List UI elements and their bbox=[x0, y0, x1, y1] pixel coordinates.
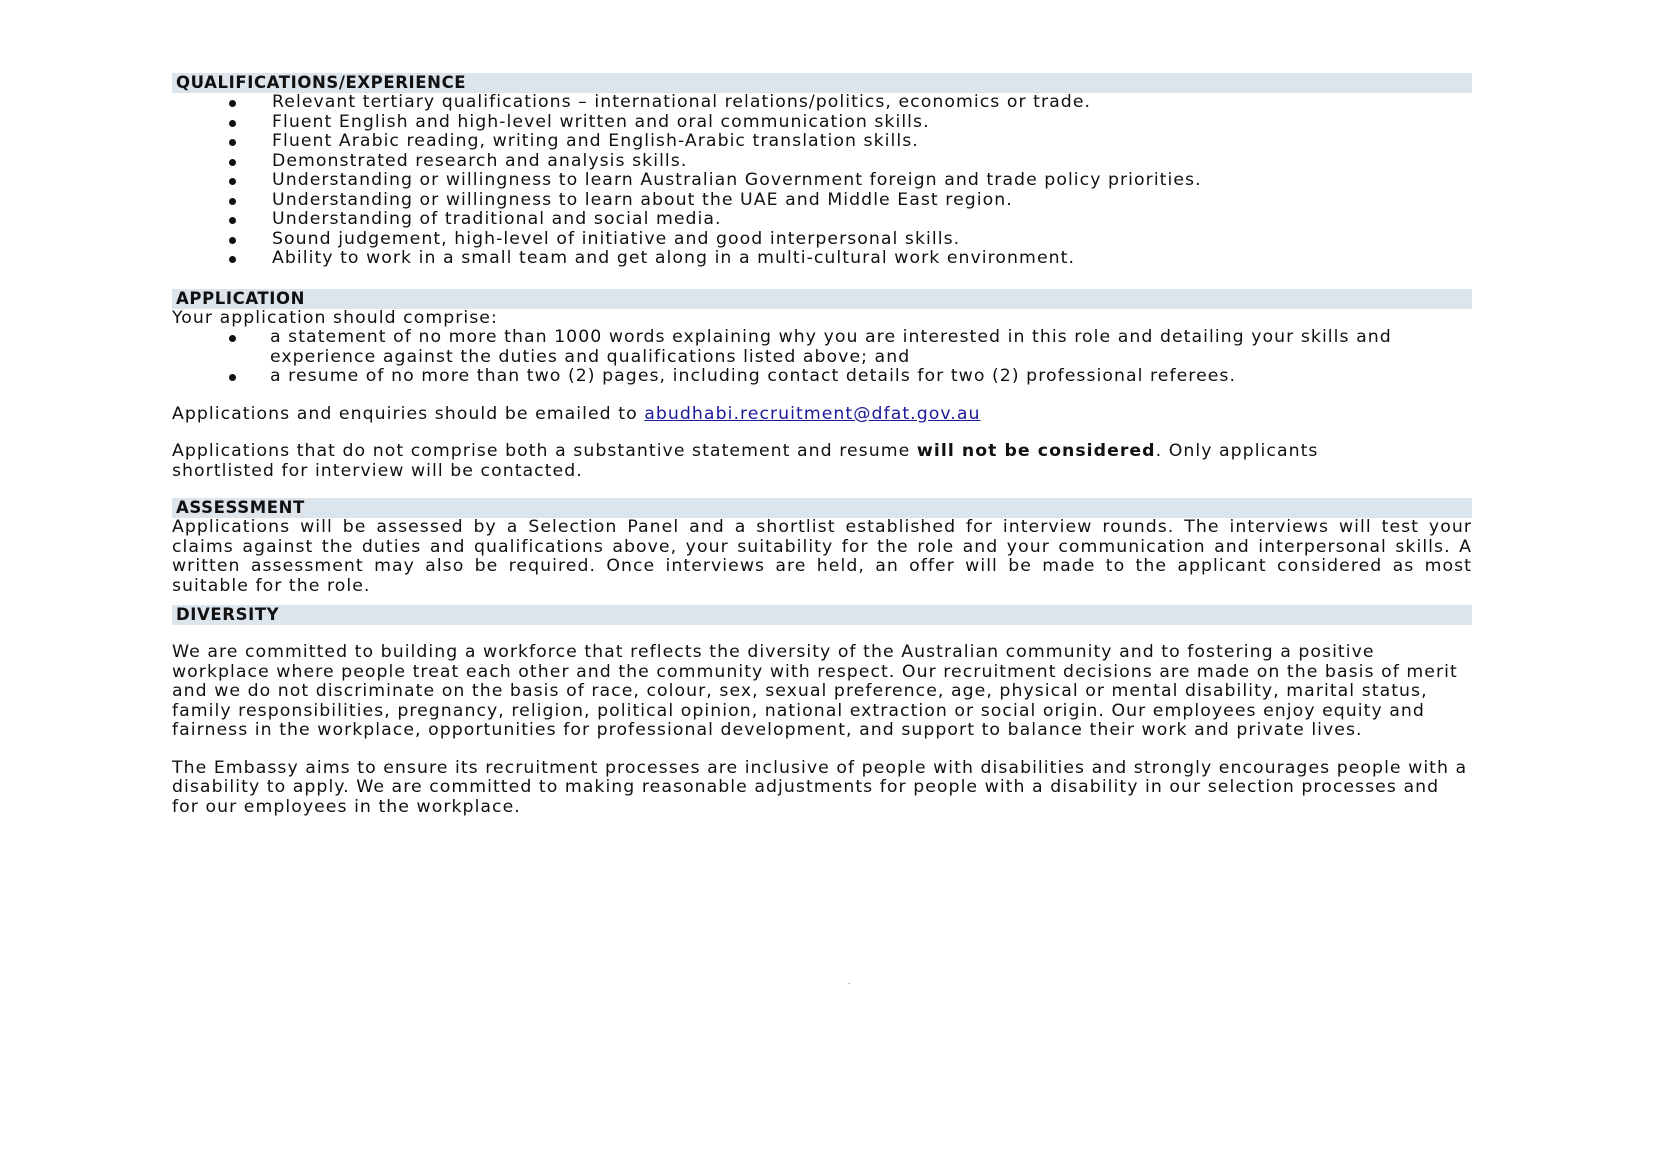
list-item: Fluent English and high-level written and oral communication skills. bbox=[172, 113, 1472, 133]
application-list bbox=[172, 328, 1472, 387]
email-link[interactable]: abudhabi.recruitment@dfat.gov.au bbox=[644, 403, 981, 424]
list-item: a statement of no more than 1000 words explaining why you are interested in this role and detailing your skills and experience against the duties and qualifications listed above; and bbox=[172, 328, 1472, 367]
application-intro: Your application should comprise: bbox=[172, 307, 498, 328]
qualifications-heading: QUALIFICATIONS/EXPERIENCE bbox=[172, 73, 1472, 93]
list-item: Understanding or willingness to learn about the UAE and Middle East region. bbox=[172, 191, 1472, 211]
list-item: Fluent Arabic reading, writing and English-Arabic translation skills. bbox=[172, 132, 1472, 152]
list-item: Ability to work in a small team and get along in a multi-cultural work environment. bbox=[172, 249, 1472, 269]
application-heading: APPLICATION bbox=[172, 289, 1472, 309]
qualifications-list bbox=[172, 93, 1472, 269]
email-line bbox=[172, 405, 1472, 425]
list-item: Demonstrated research and analysis skills. bbox=[172, 152, 1472, 172]
application-warning bbox=[172, 442, 1472, 481]
warning-end-text: . Only applicants shortlisted for interview will be contacted. bbox=[172, 441, 1319, 481]
list-item: Relevant tertiary qualifications – international relations/politics, economics or trade. bbox=[172, 93, 1472, 113]
list-item: a resume of no more than two (2) pages, including contact details for two (2) professional referees. bbox=[172, 367, 1472, 387]
email-text: Applications and enquiries should be emailed to bbox=[172, 403, 638, 424]
diversity-paragraph-2: The Embassy aims to ensure its recruitment processes are inclusive of people with disabilities and strongly encourages people with a disability to apply. We are committed to making reasonable adjustments for people with a disability in our selection processes and for our employees in the workplace. bbox=[172, 757, 1468, 817]
scan-speck bbox=[848, 983, 850, 984]
warning-bold-text: will not be considered bbox=[916, 441, 1156, 461]
list-item: Understanding or willingness to learn Australian Government foreign and trade policy priorities. bbox=[172, 171, 1472, 191]
warning-text: Applications that do not comprise both a substantive statement and resume bbox=[172, 441, 911, 461]
list-item: Sound judgement, high-level of initiative and good interpersonal skills. bbox=[172, 230, 1472, 250]
assessment-text: Applications will be assessed by a Selection Panel and a shortlist established for interview rounds. The interviews will test your claims against the duties and qualifications above, your suitability for the role and your communication and interpersonal skills. A written assessment may also be required. Once interviews are held, an offer will be made to the applicant considered as most suitable for the role. bbox=[172, 517, 1472, 596]
diversity-heading: DIVERSITY bbox=[172, 605, 1472, 625]
diversity-paragraph-1: We are committed to building a workforce that reflects the diversity of the Australian community and to fostering a positive workplace where people treat each other and the community with respect. Our recruitment decisions are made on the basis of merit and we do not discriminate on the basis of race, colour, sex, sexual preference, age, physical or mental disability, marital status, family responsibilities, pregnancy, religion, political opinion, national extraction or social origin. Our employees enjoy equity and fairness in the workplace, opportunities for professional development, and support to balance their work and private lives. bbox=[172, 642, 1458, 740]
list-item: Understanding of traditional and social media. bbox=[172, 210, 1472, 230]
assessment-heading: ASSESSMENT bbox=[172, 498, 1472, 518]
document-content bbox=[172, 73, 1472, 817]
